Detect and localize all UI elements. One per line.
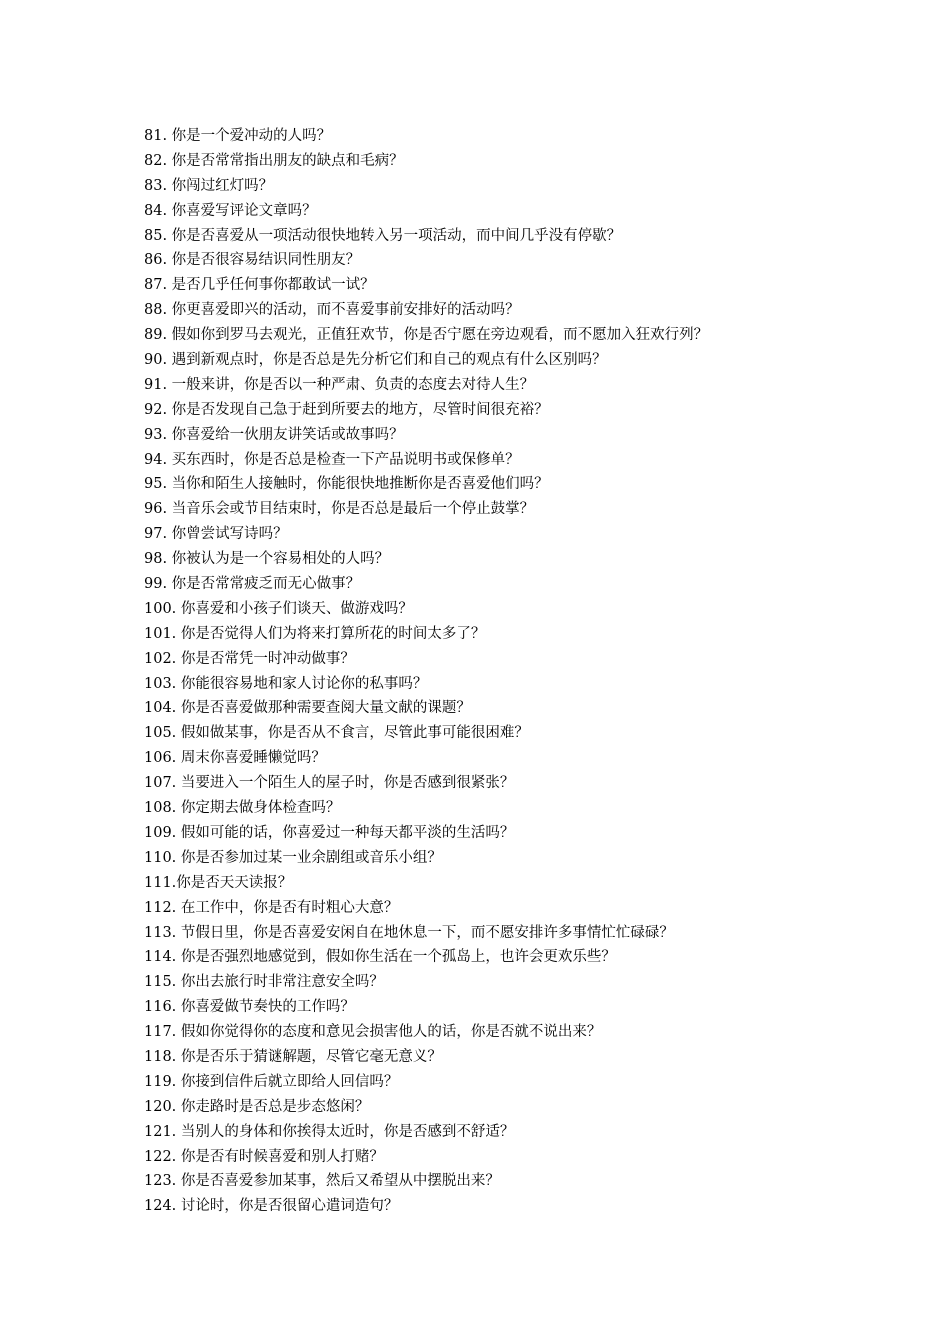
question-item: 95. 当你和陌生人接触时，你能很快地推断你是否喜爱他们吗？ — [144, 476, 549, 493]
question-item: 93. 你喜爱给一伙朋友讲笑话或故事吗？ — [144, 426, 404, 443]
question-item: 108. 你定期去做身体检查吗？ — [144, 800, 341, 817]
question-item: 121. 当别人的身体和你挨得太近时，你是否感到不舒适？ — [144, 1123, 515, 1140]
question-item: 118. 你是否乐于猜谜解题，尽管它毫无意义？ — [144, 1048, 442, 1065]
question-item: 103. 你能很容易地和家人讨论你的私事吗？ — [144, 675, 428, 692]
question-item: 123. 你是否喜爱参加某事，然后又希望从中摆脱出来？ — [144, 1173, 500, 1190]
question-item: 119. 你接到信件后就立即给人回信吗？ — [144, 1073, 399, 1090]
question-item: 107. 当要进入一个陌生人的屋子时，你是否感到很紧张？ — [144, 775, 515, 792]
question-item: 99. 你是否常常疲乏而无心做事？ — [144, 576, 361, 593]
question-item: 110. 你是否参加过某一业余剧组或音乐小组？ — [144, 849, 442, 866]
question-item: 117. 假如你觉得你的态度和意见会损害他人的话，你是否就不说出来？ — [144, 1024, 602, 1041]
question-item: 87. 是否几乎任何事你都敢试一试？ — [144, 277, 375, 294]
question-item: 91. 一般来讲，你是否以一种严肃、负责的态度去对待人生？ — [144, 376, 535, 393]
question-item: 111.你是否天天读报？ — [144, 874, 293, 891]
question-item: 98. 你被认为是一个容易相处的人吗？ — [144, 551, 390, 568]
question-item: 113. 节假日里，你是否喜爱安闲自在地休息一下，而不愿安排许多事情忙忙碌碌？ — [144, 924, 674, 941]
question-item: 101. 你是否觉得人们为将来打算所花的时间太多了？ — [144, 625, 486, 642]
question-item: 105. 假如做某事，你是否从不食言，尽管此事可能很困难？ — [144, 725, 529, 742]
question-item: 85. 你是否喜爱从一项活动很快地转入另一项活动，而中间几乎没有停歇？ — [144, 227, 622, 244]
question-item: 96. 当音乐会或节目结束时，你是否总是最后一个停止鼓掌？ — [144, 501, 535, 518]
question-item: 102. 你是否常凭一时冲动做事？ — [144, 650, 355, 667]
question-item: 90. 遇到新观点时，你是否总是先分析它们和自己的观点有什么区别吗？ — [144, 352, 607, 369]
question-item: 120. 你走路时是否总是步态悠闲？ — [144, 1098, 370, 1115]
question-item: 82. 你是否常常指出朋友的缺点和毛病？ — [144, 152, 404, 169]
question-item: 83. 你闯过红灯吗？ — [144, 177, 274, 194]
question-item: 106. 周末你喜爱睡懒觉吗？ — [144, 750, 326, 767]
question-item: 84. 你喜爱写评论文章吗？ — [144, 202, 317, 219]
question-item: 104. 你是否喜爱做那种需要查阅大量文献的课题？ — [144, 700, 471, 717]
question-item: 89. 假如你到罗马去观光，正值狂欢节，你是否宁愿在旁边观看，而不愿加入狂欢行列？ — [144, 327, 709, 344]
question-item: 124. 讨论时，你是否很留心遣词造句？ — [144, 1198, 399, 1215]
question-item: 115. 你出去旅行时非常注意安全吗？ — [144, 974, 384, 991]
question-item: 81. 你是一个爱冲动的人吗？ — [144, 128, 332, 144]
question-item: 86. 你是否很容易结识同性朋友？ — [144, 252, 361, 269]
question-list — [144, 124, 708, 1219]
question-item: 109. 假如可能的话，你喜爱过一种每天都平淡的生活吗？ — [144, 824, 515, 841]
question-item: 97. 你曾尝试写诗吗？ — [144, 526, 288, 543]
question-item: 114. 你是否强烈地感觉到，假如你生活在一个孤岛上，也许会更欢乐些？ — [144, 949, 616, 966]
question-item: 100. 你喜爱和小孩子们谈天、做游戏吗？ — [144, 600, 413, 617]
question-item: 112. 在工作中，你是否有时粗心大意？ — [144, 899, 399, 916]
question-item: 122. 你是否有时候喜爱和别人打赌？ — [144, 1148, 384, 1165]
question-item: 116. 你喜爱做节奏快的工作吗？ — [144, 999, 355, 1016]
question-item: 88. 你更喜爱即兴的活动，而不喜爱事前安排好的活动吗？ — [144, 302, 520, 319]
question-item: 92. 你是否发现自己急于赶到所要去的地方，尽管时间很充裕？ — [144, 401, 549, 418]
question-item: 94. 买东西时，你是否总是检查一下产品说明书或保修单？ — [144, 451, 520, 468]
